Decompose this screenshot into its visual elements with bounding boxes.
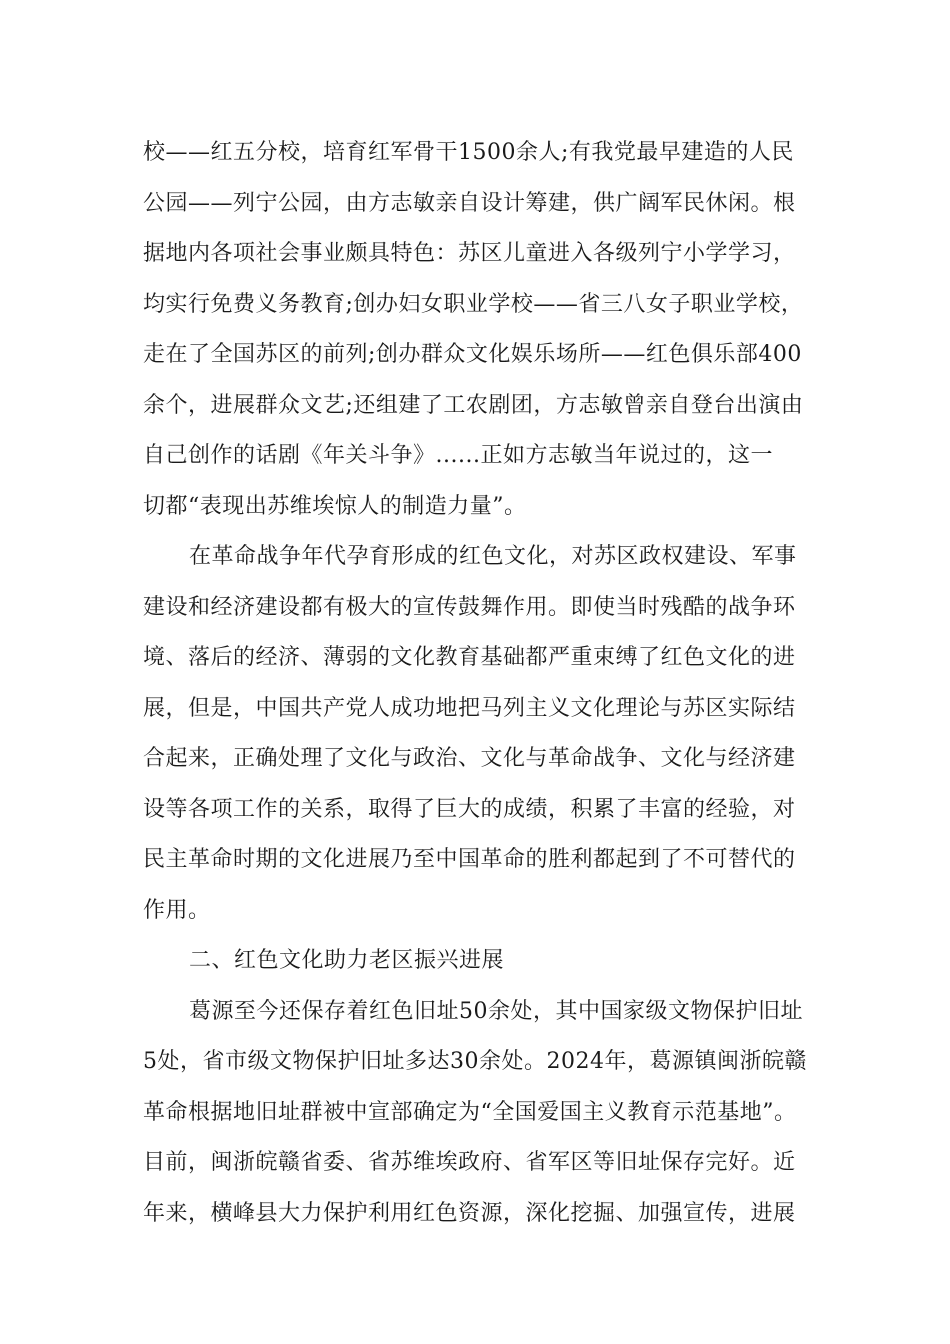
text-line: 境、落后的经济、薄弱的文化教育基础都严重束缚了红色文化的进: [143, 645, 796, 670]
section-heading: 二、红色文化助力老区振兴进展: [189, 948, 505, 973]
text-line: 切都“表现出苏维埃惊人的制造力量”。: [143, 493, 527, 519]
text-line: 建设和经济建设都有极大的宣传鼓舞作用。即使当时残酷的战争环: [143, 594, 796, 620]
text-line: 年来，横峰县大力保护利用红色资源，深化挖掘、加强宣传，进展: [143, 1200, 796, 1226]
paragraph-first-line: 葛源至今还保存着红色旧址50余处，其中国家级文物保护旧址: [189, 998, 803, 1024]
text-line: 校——红五分校，培育红军骨干1500余人;有我党最早建造的人民: [143, 140, 794, 165]
text-line: 合起来，正确处理了文化与政治、文化与革命战争、文化与经济建: [143, 746, 796, 771]
text-line: 展，但是，中国共产党人成功地把马列主义文化理论与苏区实际结: [143, 695, 796, 721]
text-line: 设等各项工作的关系，取得了巨大的成绩，积累了丰富的经验，对: [143, 796, 796, 822]
text-line: 余个，进展群众文艺;还组建了工农剧团，方志敏曾亲自登台出演由: [143, 392, 804, 418]
text-line: 作用。: [143, 897, 211, 923]
text-line: 自己创作的话剧《年关斗争》......正如方志敏当年说过的，这一: [143, 443, 773, 468]
text-line: 据地内各项社会事业颇具特色：苏区儿童进入各级列宁小学学习，: [143, 241, 796, 266]
body-text: [143, 128, 811, 1239]
paragraph-first-line: 在革命战争年代孕育形成的红色文化，对苏区政权建设、军事: [189, 544, 797, 569]
text-line: 5处，省市级文物保护旧址多达30余处。2024年，葛源镇闽浙皖赣: [143, 1049, 807, 1074]
text-line: 民主革命时期的文化进展乃至中国革命的胜利都起到了不可替代的: [143, 847, 796, 872]
text-line: 均实行免费义务教育;创办妇女职业学校——省三八女子职业学校，: [143, 291, 804, 317]
text-line: 公园——列宁公园，由方志敏亲自设计筹建，供广阔军民休闲。根: [143, 190, 796, 216]
text-line: 革命根据地旧址群被中宣部确定为“全国爱国主义教育示范基地”。: [143, 1099, 797, 1125]
text-line: 目前，闽浙皖赣省委、省苏维埃政府、省军区等旧址保存完好。近: [143, 1150, 796, 1175]
text-line: 走在了全国苏区的前列;创办群众文化娱乐场所——红色俱乐部400: [143, 342, 802, 367]
